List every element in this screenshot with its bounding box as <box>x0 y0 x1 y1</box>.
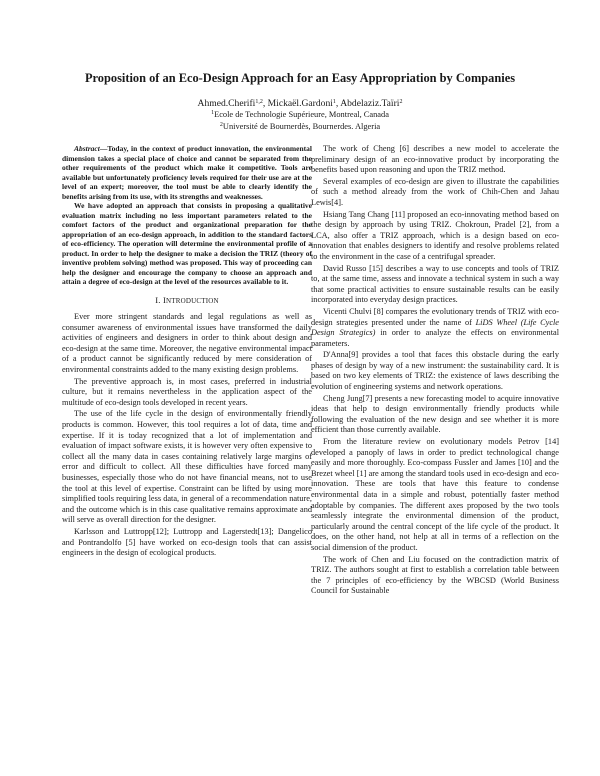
left-column <box>62 144 312 560</box>
author-2-affil: 1 <box>332 99 336 105</box>
author-3-affil: 2 <box>399 99 403 105</box>
body-paragraph: Hsiang Tang Chang [11] proposed an eco-innovating method based on the design by approach by using TRIZ. Chokroun, Pradel [2], from a LCA, also offer a TRIZ approach, which is a design based on eco-innovation that enables designers to identify and resolve problems related to the environment in the case of a centrifugal spreader. <box>311 209 559 261</box>
body-paragraph: Several examples of eco-design are given to illustrate the capabilities of such a method already from the work of Chih-Chen and Jahau Lewis[4]. <box>311 176 559 207</box>
body-paragraph <box>311 307 559 349</box>
section-heading-initial: I. I <box>155 294 167 305</box>
affiliation-text: Université de Bournerdès, Bournerdes. Algeria <box>222 122 381 131</box>
body-paragraph: The work of Chen and Liu focused on the contradiction matrix of TRIZ. The authors sought at first to establish a correlation table between the 7 principles of eco-efficiency by the WBCSD (World Business Council for Sustainable <box>311 554 559 596</box>
section-heading-introduction <box>62 295 312 307</box>
body-paragraph: The use of the life cycle in the design of environmentally friendly products is common. However, this tool requires a lot of data, time and expertise. If it is today recognized that a lot of implementation and evaluation of impact software exists, it is however very often expensive to collect all the many data in cases containing relatively large margins of error and difficult to collect. All these difficulties have forced many businesses, especially those who do not have financial means, not to use the tool at this level of expertise. Constraint can be lifted by using more simplified tools requiring less data, in general of a recommendation nature, and the outcome which is in this case qualitative remains approximate and will serve as overall direction for the designer. <box>62 409 312 525</box>
body-paragraph: The preventive approach is, in most cases, preferred in industrial culture, but it remains nevertheless in the application aspect of the multitude of eco-design tools developed in recent years. <box>62 376 312 407</box>
author-separator: , <box>335 98 341 109</box>
section-heading-rest: NTRODUCTION <box>166 296 219 305</box>
author-1-affil: 1,2 <box>255 99 263 105</box>
author-2: Mickaël.Gardoni <box>267 98 333 109</box>
body-paragraph: D'Anna[9] provides a tool that faces this obstacle during the early phases of design by way of a new instrument: the sustainability card. It is based on two key elements of TRIZ: the existence of laws describing the evolution of engineering systems and network operations. <box>311 350 559 392</box>
affiliation-text: Ecole de Technologie Supérieure, Montreal, Canada <box>214 110 389 119</box>
author-1: Ahmed.Cherifi <box>197 98 256 109</box>
body-paragraph: The work of Cheng [6] describes a new model to accelerate the preliminary design of an eco-innovative product by incorporating the benefits based upon reasoning and upon the TRIZ method. <box>311 144 559 175</box>
author-line <box>40 98 560 109</box>
body-paragraph: Karlsson and Luttropp[12]; Luttropp and Lagerstedt[13]; Dangelico and Pontrandolfo [5] have worked on eco-design tools that can assist engineers in the design of ecological products. <box>62 526 312 558</box>
body-paragraph: David Russo [15] describes a way to use concepts and tools of TRIZ to, at the same time, assess and innovate a technical system in such a way that some practical activities to ensure sustainable results can be easily incorporated into everyday design practices. <box>311 263 559 305</box>
abstract-text: —Today, in the context of product innovation, the environmental dimension takes a special place of choice and cannot be separated from the other requirements of the product which make it competitive. Tools are available but unfortunately proficiency levels required for their use are at the level of an expert; moreover, the tool must be able to clearly identify the benefits arising from its use, with its strengths and weaknesses. <box>62 144 312 201</box>
italic-term: LiDS Wheel (Life Cycle Design Strategics) <box>311 317 559 338</box>
affiliation-number: 1 <box>211 110 215 116</box>
abstract-paragraph: We have adopted an approach that consists in proposing a qualitative evaluation matrix including no less important parameters related to the comfort factors of the product and organizational preparation for the appropriation of an eco-design approach, in addition to the standard factors of eco-efficiency. The operation will determine the environmental profile of a product. In order to help the designer to make a decision the TRIZ (theory of inventive problem solving) method was proposed. This way of proceeding can help the designer and encourage the company to choose an approach and attain a degree of eco-design at the level of the resources available to it. <box>62 201 312 286</box>
body-paragraph: From the literature review on evolutionary models Petrov [14] developed a panoply of laws in order to predict technological change easily and more thoroughly. Eco-compass Fussler and James [10] and the Brezet wheel [1] are among the standard tools used in eco-design and eco-innovation. These are tools that have this feature to condense environmental data in a simple and robust, potentially faster method adoptable by companies. The different axes proposed by the two tools seamlessly integrate the environmental dimension of the product, particularly around the central concept of the life cycle of the product. It does, on the other hand, not help at all in terms of a reflection on the social dimension of the product. <box>311 437 559 552</box>
abstract <box>62 144 312 287</box>
abstract-paragraph <box>62 144 312 201</box>
affiliation-1 <box>40 110 560 119</box>
body-text: Vicenti Chulvi [8] compares the evolutionary trends of TRIZ with eco-design strategies presented under the name of <box>311 306 559 327</box>
paper-title: Proposition of an Eco-Design Approach for an Easy Appropriation by Companies <box>84 71 516 85</box>
author-separator: , <box>262 98 268 109</box>
affiliation-2 <box>40 122 560 131</box>
affiliation-number: 2 <box>219 122 223 128</box>
body-text: in order to analyze the effects on environmental parameters. <box>311 328 560 348</box>
author-3: Abdelaziz.Taïri <box>340 98 400 109</box>
abstract-label: Abstract <box>74 144 100 153</box>
body-paragraph: Cheng Jung[7] presents a new forecasting model to acquire innovative ideas that help to design environmentally friendly products while following the evaluation of the new design and see whether it is more efficient than those currently available. <box>311 393 559 435</box>
body-paragraph: Ever more stringent standards and legal regulations as well as consumer awareness of environmental issues have transformed the daily activities of engineers and designers in order to think about design and eco-design at the same time. Moreover, the negative environmental impact of a product cannot be significantly reduced by mere consideration of environmental constraints added to the many existing design problems. <box>62 312 312 375</box>
right-column <box>311 144 559 598</box>
